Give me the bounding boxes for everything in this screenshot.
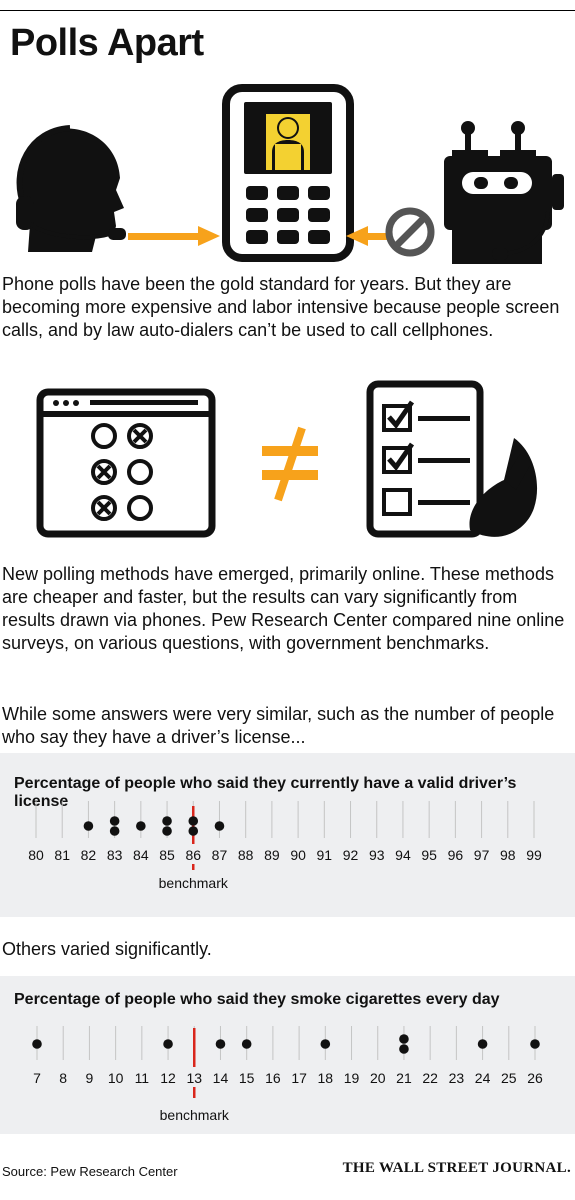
data-point	[136, 821, 146, 831]
benchmark-label: benchmark	[159, 1107, 229, 1123]
tick-label: 87	[211, 847, 228, 863]
tick-label: 95	[421, 847, 437, 863]
tick-label: 82	[80, 847, 97, 863]
tick-label: 20	[369, 1070, 386, 1086]
tick-label: 22	[422, 1070, 438, 1086]
methods-paragraph: New polling methods have emerged, primarily online. These methods are cheaper and faster, but the results can vary significantly from results drawn via phones. Pew Research Center compared nine online surveys, on various questions, with government benchmarks.	[2, 564, 565, 653]
tick-label: 94	[395, 847, 411, 863]
intro-paragraph: Phone polls have been the gold standard for years. But they are becoming more expensive and labor intensive because people screen calls, and by law auto-dialers can’t be used to call cellphones.	[2, 274, 560, 340]
tick-label: 85	[159, 847, 175, 863]
tick-label: 98	[500, 847, 516, 863]
tick-label: 15	[238, 1070, 255, 1086]
data-point	[530, 1039, 540, 1049]
tick-label: 92	[342, 847, 359, 863]
tick-label: 89	[264, 847, 280, 863]
tick-label: 21	[396, 1070, 412, 1086]
tick-label: 11	[134, 1070, 150, 1086]
page-title: Polls Apart	[10, 22, 204, 64]
data-point	[162, 816, 172, 826]
tick-label: 90	[290, 847, 306, 863]
tick-label: 23	[448, 1070, 465, 1086]
tick-label: 84	[133, 847, 149, 863]
data-point	[215, 821, 225, 831]
data-point	[399, 1034, 409, 1044]
cellphone-icon	[222, 84, 354, 262]
source-note: Source: Pew Research Center	[2, 1164, 178, 1179]
tick-label: 93	[368, 847, 385, 863]
arrow-right-icon	[128, 226, 228, 246]
checklist-phone-icon	[366, 380, 546, 546]
license-chart	[0, 753, 575, 917]
data-point	[188, 816, 198, 826]
top-rule	[0, 10, 575, 11]
robot-autodialer-icon	[430, 116, 570, 266]
tick-label: 26	[527, 1070, 543, 1086]
tick-label: 18	[317, 1070, 334, 1086]
data-point	[163, 1039, 173, 1049]
tick-label: 24	[474, 1070, 491, 1086]
online-survey-browser-icon	[36, 388, 216, 538]
tick-label: 96	[447, 847, 464, 863]
data-point	[321, 1039, 331, 1049]
tick-label: 12	[160, 1070, 176, 1086]
data-point	[162, 826, 172, 836]
tick-label: 80	[28, 847, 44, 863]
data-point	[242, 1039, 252, 1049]
tick-label: 13	[186, 1070, 203, 1086]
tick-label: 8	[59, 1070, 68, 1086]
data-point	[216, 1039, 226, 1049]
tick-label: 14	[212, 1070, 229, 1086]
tick-label: 83	[106, 847, 123, 863]
tick-label: 97	[473, 847, 490, 863]
tick-label: 91	[316, 847, 333, 863]
data-point	[188, 826, 198, 836]
tick-label: 19	[343, 1070, 360, 1086]
tick-label: 81	[54, 847, 70, 863]
data-point	[399, 1044, 409, 1054]
smoking-chart	[0, 976, 575, 1134]
data-point	[478, 1039, 488, 1049]
similar-paragraph: While some answers were very similar, such as the number of people who say they have a driver’s license...	[2, 704, 555, 747]
tick-label: 10	[107, 1070, 124, 1086]
license-chart-panel	[0, 753, 575, 917]
no-entry-icon	[384, 206, 436, 258]
smoking-chart-panel	[0, 976, 575, 1134]
not-equal-icon	[258, 424, 322, 504]
tick-label: 99	[526, 847, 542, 863]
tick-label: 17	[291, 1070, 307, 1086]
data-point	[110, 816, 120, 826]
tick-label: 86	[185, 847, 202, 863]
data-point	[110, 826, 120, 836]
smoking-chart-title: Percentage of people who said they smoke cigarettes every day	[14, 991, 500, 1008]
tick-label: 7	[33, 1070, 41, 1086]
publisher-logo: THE WALL STREET JOURNAL.	[342, 1160, 571, 1176]
data-point	[32, 1039, 42, 1049]
headset-person-icon	[10, 120, 130, 260]
benchmark-label: benchmark	[158, 875, 228, 891]
license-chart-title: Percentage of people who said they currently have a valid driver’s license	[14, 775, 517, 810]
tick-label: 16	[265, 1070, 281, 1086]
tick-label: 88	[237, 847, 254, 863]
tick-label: 25	[501, 1070, 517, 1086]
varied-paragraph: Others varied significantly.	[2, 939, 212, 959]
data-point	[84, 821, 94, 831]
tick-label: 9	[85, 1070, 94, 1086]
